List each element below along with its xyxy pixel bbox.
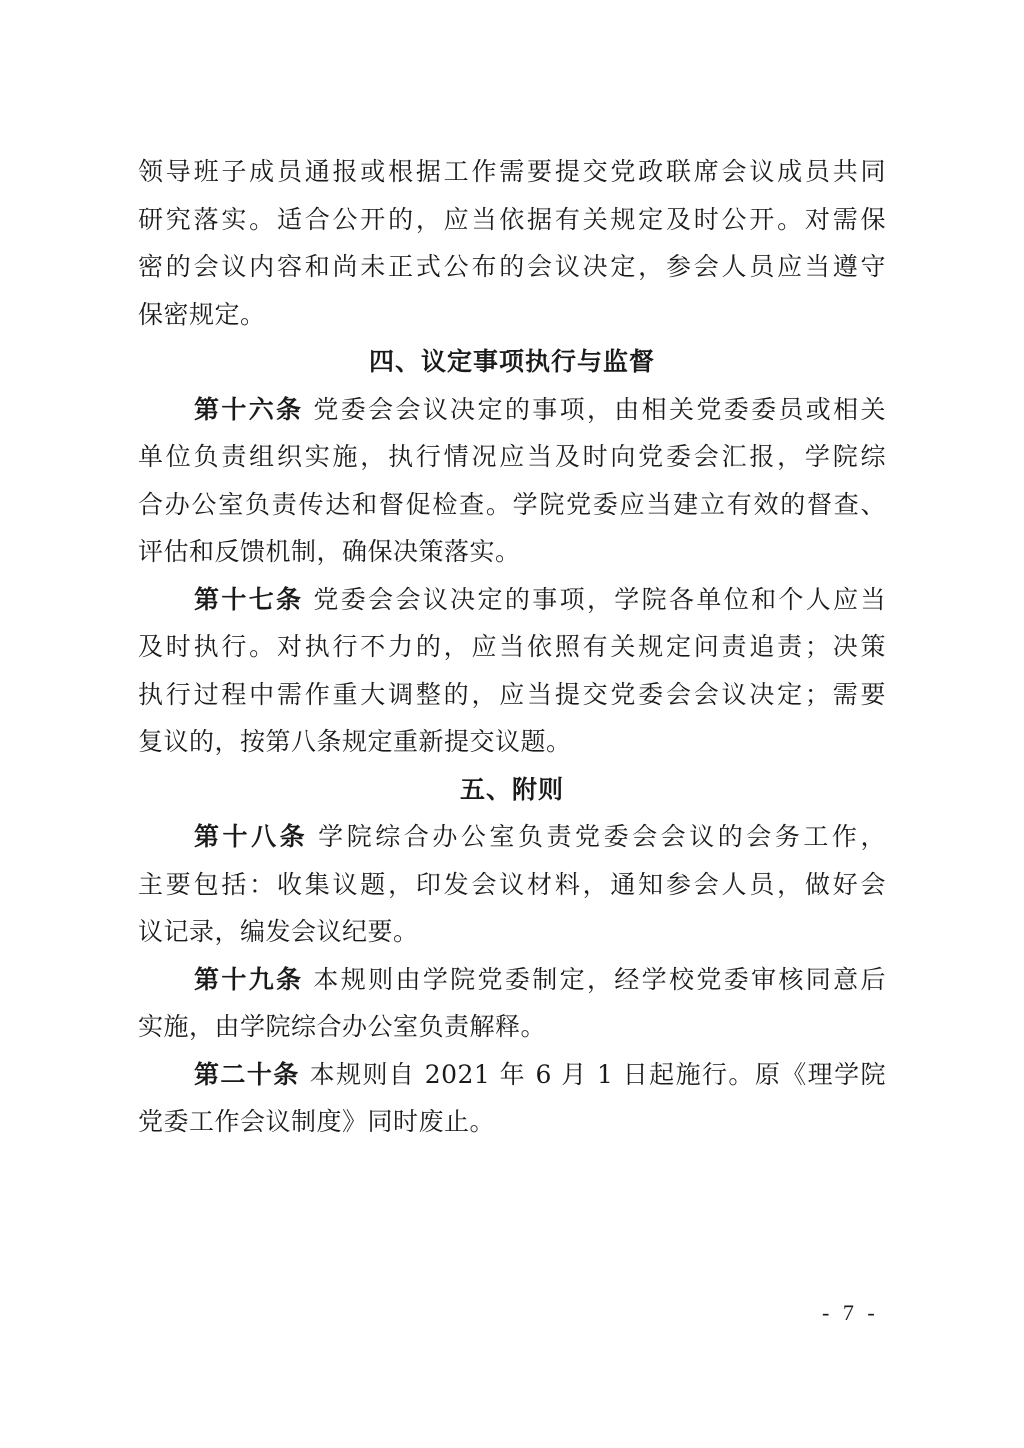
article-20-text: 本规则自 2021 年 6 月 1 日起施行。原《理学院 (309, 1059, 886, 1089)
article-19-first-line (138, 956, 886, 1004)
article-20-first-line (138, 1051, 886, 1099)
article-18-label: 第十八条 (194, 822, 309, 851)
article-17-first-line (138, 576, 886, 624)
intro-line: 保密规定。 (138, 299, 266, 329)
article-20-line: 党委工作会议制度》同时废止。 (138, 1107, 496, 1136)
section-heading-4: 四、议定事项执行与监督 (368, 347, 655, 376)
article-20-label: 第二十条 (194, 1059, 300, 1089)
article-16-first-line (138, 386, 886, 434)
article-18-line: 主要包括：收集议题，印发会议材料，通知参会人员，做好会 (138, 869, 886, 899)
article-16-line: 合办公室负责传达和督促检查。学院党委应当建立有效的督查、 (138, 489, 886, 519)
article-17-line: 及时执行。对执行不力的，应当依照有关规定问责追责；决策 (138, 632, 886, 661)
article-17-label: 第十七条 (194, 584, 304, 614)
intro-line: 研究落实。适合公开的，应当依据有关规定及时公开。对需保 (138, 204, 886, 234)
article-19-label: 第十九条 (194, 964, 304, 994)
article-16-label: 第十六条 (194, 394, 304, 424)
article-18-first-line (138, 813, 886, 861)
article-17-line: 复议的，按第八条规定重新提交议题。 (138, 727, 572, 756)
article-18-line: 议记录，编发会议纪要。 (138, 917, 419, 946)
page-number: - 7 - (822, 1300, 879, 1325)
article-16-line: 单位负责组织实施，执行情况应当及时向党委会汇报，学院综 (138, 442, 886, 471)
intro-line: 领导班子成员通报或根据工作需要提交党政联席会议成员共同 (138, 157, 886, 186)
article-16-text: 党委会会议决定的事项，由相关党委委员或相关 (313, 394, 886, 424)
article-19-text: 本规则由学院党委制定，经学校党委审核同意后 (313, 964, 886, 994)
document-body (138, 148, 886, 1146)
article-17-text: 党委会会议决定的事项，学院各单位和个人应当 (313, 584, 886, 614)
article-16-line: 评估和反馈机制，确保决策落实。 (138, 537, 521, 566)
article-19-line: 实施，由学院综合办公室负责解释。 (138, 1012, 547, 1041)
article-17-line: 执行过程中需作重大调整的，应当提交党委会会议决定；需要 (138, 679, 886, 709)
section-heading-5: 五、附则 (459, 774, 564, 804)
intro-line: 密的会议内容和尚未正式公布的会议决定，参会人员应当遵守 (138, 252, 886, 281)
article-18-text: 学院综合办公室负责党委会会议的会务工作， (318, 822, 886, 851)
